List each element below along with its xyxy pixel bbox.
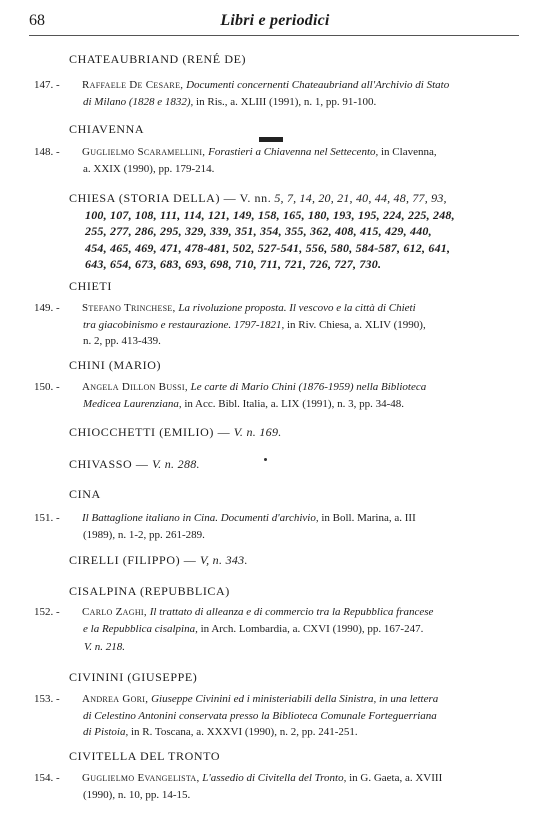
reference-numbers: 5, 7, 14, 20, 21, 40, 44, 48, 77, 93,	[274, 191, 447, 205]
cross-reference	[69, 457, 200, 472]
subject-heading: CHINI (MARIO)	[69, 358, 162, 372]
entry-title: tra giacobinismo e restaurazione. 1797-1821,	[83, 318, 285, 331]
ink-speck	[259, 137, 283, 142]
subject-heading: CHATEAUBRIAND (RENÉ DE)	[69, 52, 247, 66]
entry-title: L'assedio di Civitella del Tronto,	[202, 772, 347, 784]
bibliography-entry	[34, 510, 504, 543]
entry-citation: in Clavenna,	[381, 146, 437, 158]
entry-title: Il Battaglione italiano in Cina. Documenti d'archivio,	[82, 512, 319, 524]
entry-title: Medicea Laurenziana,	[83, 397, 182, 410]
entry-title: Le carte di Mario Chini (1876-1959) nella Biblioteca	[190, 381, 427, 393]
entry-author: Angela Dillon Bussi,	[82, 381, 188, 393]
bibliography-entry	[34, 604, 504, 637]
ink-speck	[264, 458, 267, 461]
subject-heading: CIVITELLA DEL TRONTO	[69, 749, 221, 763]
page-number: 68	[29, 12, 45, 29]
reference-number: V, n. 343.	[200, 553, 248, 567]
bibliography-entry	[34, 691, 504, 741]
entry-author: Stefano Trinchese,	[82, 302, 176, 314]
subject-heading: CHIAVENNA	[69, 122, 145, 136]
entry-author: Raffaele De Cesare,	[82, 79, 184, 91]
subject-heading: CHIVASSO —	[69, 457, 153, 471]
subject-heading: CIRELLI (FILIPPO) —	[69, 553, 200, 567]
bibliography-entry	[34, 144, 504, 177]
subject-heading: CHIOCCHETTI (EMILIO) —	[69, 425, 234, 439]
entry-citation: in Riv. Chiesa, a. XLIV (1990),	[287, 318, 426, 331]
header-rule	[29, 35, 519, 36]
bibliography-entry	[34, 770, 504, 803]
entry-number: 154. -	[34, 772, 60, 784]
entry-citation: in G. Gaeta, a. XVIII	[349, 772, 443, 784]
entry-citation: a. XXIX (1990), pp. 179-214.	[83, 162, 215, 175]
entry-citation: in R. Toscana, a. XXXVI (1990), n. 2, pp. 241-251.	[130, 726, 358, 738]
entry-title: di Celestino Antonini conservata presso la Biblioteca Comunale Forteguerriana	[83, 709, 437, 722]
entry-number: 147. -	[34, 79, 60, 91]
subject-heading: CISALPINA (REPUBBLICA)	[69, 584, 230, 598]
entry-author: Guglielmo Evangelista,	[82, 772, 200, 784]
entry-title: Il trattato di alleanza e di commercio tra la Repubblica francese	[149, 606, 434, 618]
entry-title: Documenti concernenti Chateaubriand all'Archivio di Stato	[186, 79, 450, 91]
bibliography-entry	[34, 77, 504, 110]
reference-number: V. n. 169.	[233, 425, 282, 439]
entry-number: 151. -	[34, 512, 60, 524]
entry-title: Giuseppe Civinini ed i ministeriabili della Sinistra, in una lettera	[151, 693, 439, 705]
entry-title: Forastieri a Chiavenna nel Settecento,	[208, 146, 379, 158]
entry-citation: in Ris., a. XLIII (1991), n. 1, pp. 91-100.	[196, 95, 377, 108]
entry-title: di Pistoia,	[83, 726, 129, 738]
reference-numbers: 100, 107, 108, 111, 114, 121, 149, 158, 165, 180, 193, 195, 224, 225, 248,	[85, 207, 455, 222]
running-title: Libri e periodici	[220, 12, 330, 29]
subject-heading: CIVININI (GIUSEPPE)	[69, 670, 198, 684]
entry-author: Guglielmo Scaramellini,	[82, 146, 206, 158]
subject-heading: CHIETI	[69, 279, 112, 293]
entry-citation: (1989), n. 1-2, pp. 261-289.	[83, 528, 205, 541]
cross-reference-list	[69, 190, 521, 273]
entry-number: 148. -	[34, 146, 60, 158]
bibliography-entry	[34, 379, 504, 412]
entry-citation: n. 2, pp. 413-439.	[83, 335, 161, 347]
entry-citation: (1990), n. 10, pp. 14-15.	[83, 788, 191, 801]
entry-author: Andrea Gori,	[82, 693, 149, 705]
reference-numbers: 255, 277, 286, 295, 329, 339, 351, 354, 355, 362, 408, 415, 429, 440,	[85, 224, 432, 238]
cross-reference	[69, 553, 248, 568]
entry-citation: in Acc. Bibl. Italia, a. LIX (1991), n. 3, pp. 34-48.	[184, 397, 404, 410]
entry-number: 153. -	[34, 693, 60, 705]
subject-heading: CHIESA (STORIA DELLA) — V. nn.	[69, 191, 272, 205]
entry-citation: in Arch. Lombardia, a. CXVI (1990), pp. 167-247.	[200, 622, 424, 635]
entry-number: 149. -	[34, 302, 60, 314]
entry-title: e la Repubblica cisalpina,	[83, 622, 198, 635]
see-also-reference: V. n. 218.	[84, 641, 126, 653]
bibliography-entry	[34, 300, 504, 350]
cross-reference	[69, 425, 282, 440]
reference-number: V. n. 288.	[152, 457, 200, 471]
reference-numbers: 454, 465, 469, 471, 478-481, 502, 527-541, 556, 580, 584-587, 612, 641,	[85, 240, 451, 255]
entry-citation: in Boll. Marina, a. III	[321, 512, 416, 524]
subject-heading: CINA	[69, 487, 101, 501]
entry-number: 152. -	[34, 606, 60, 618]
entry-title: La rivoluzione proposta. Il vescovo e la città di Chieti	[178, 302, 416, 314]
reference-numbers: 643, 654, 673, 683, 693, 698, 710, 711, 721, 726, 727, 730.	[85, 257, 382, 271]
entry-author: Carlo Zaghi,	[82, 606, 147, 618]
entry-title: di Milano (1828 e 1832),	[83, 95, 194, 108]
entry-number: 150. -	[34, 381, 60, 393]
